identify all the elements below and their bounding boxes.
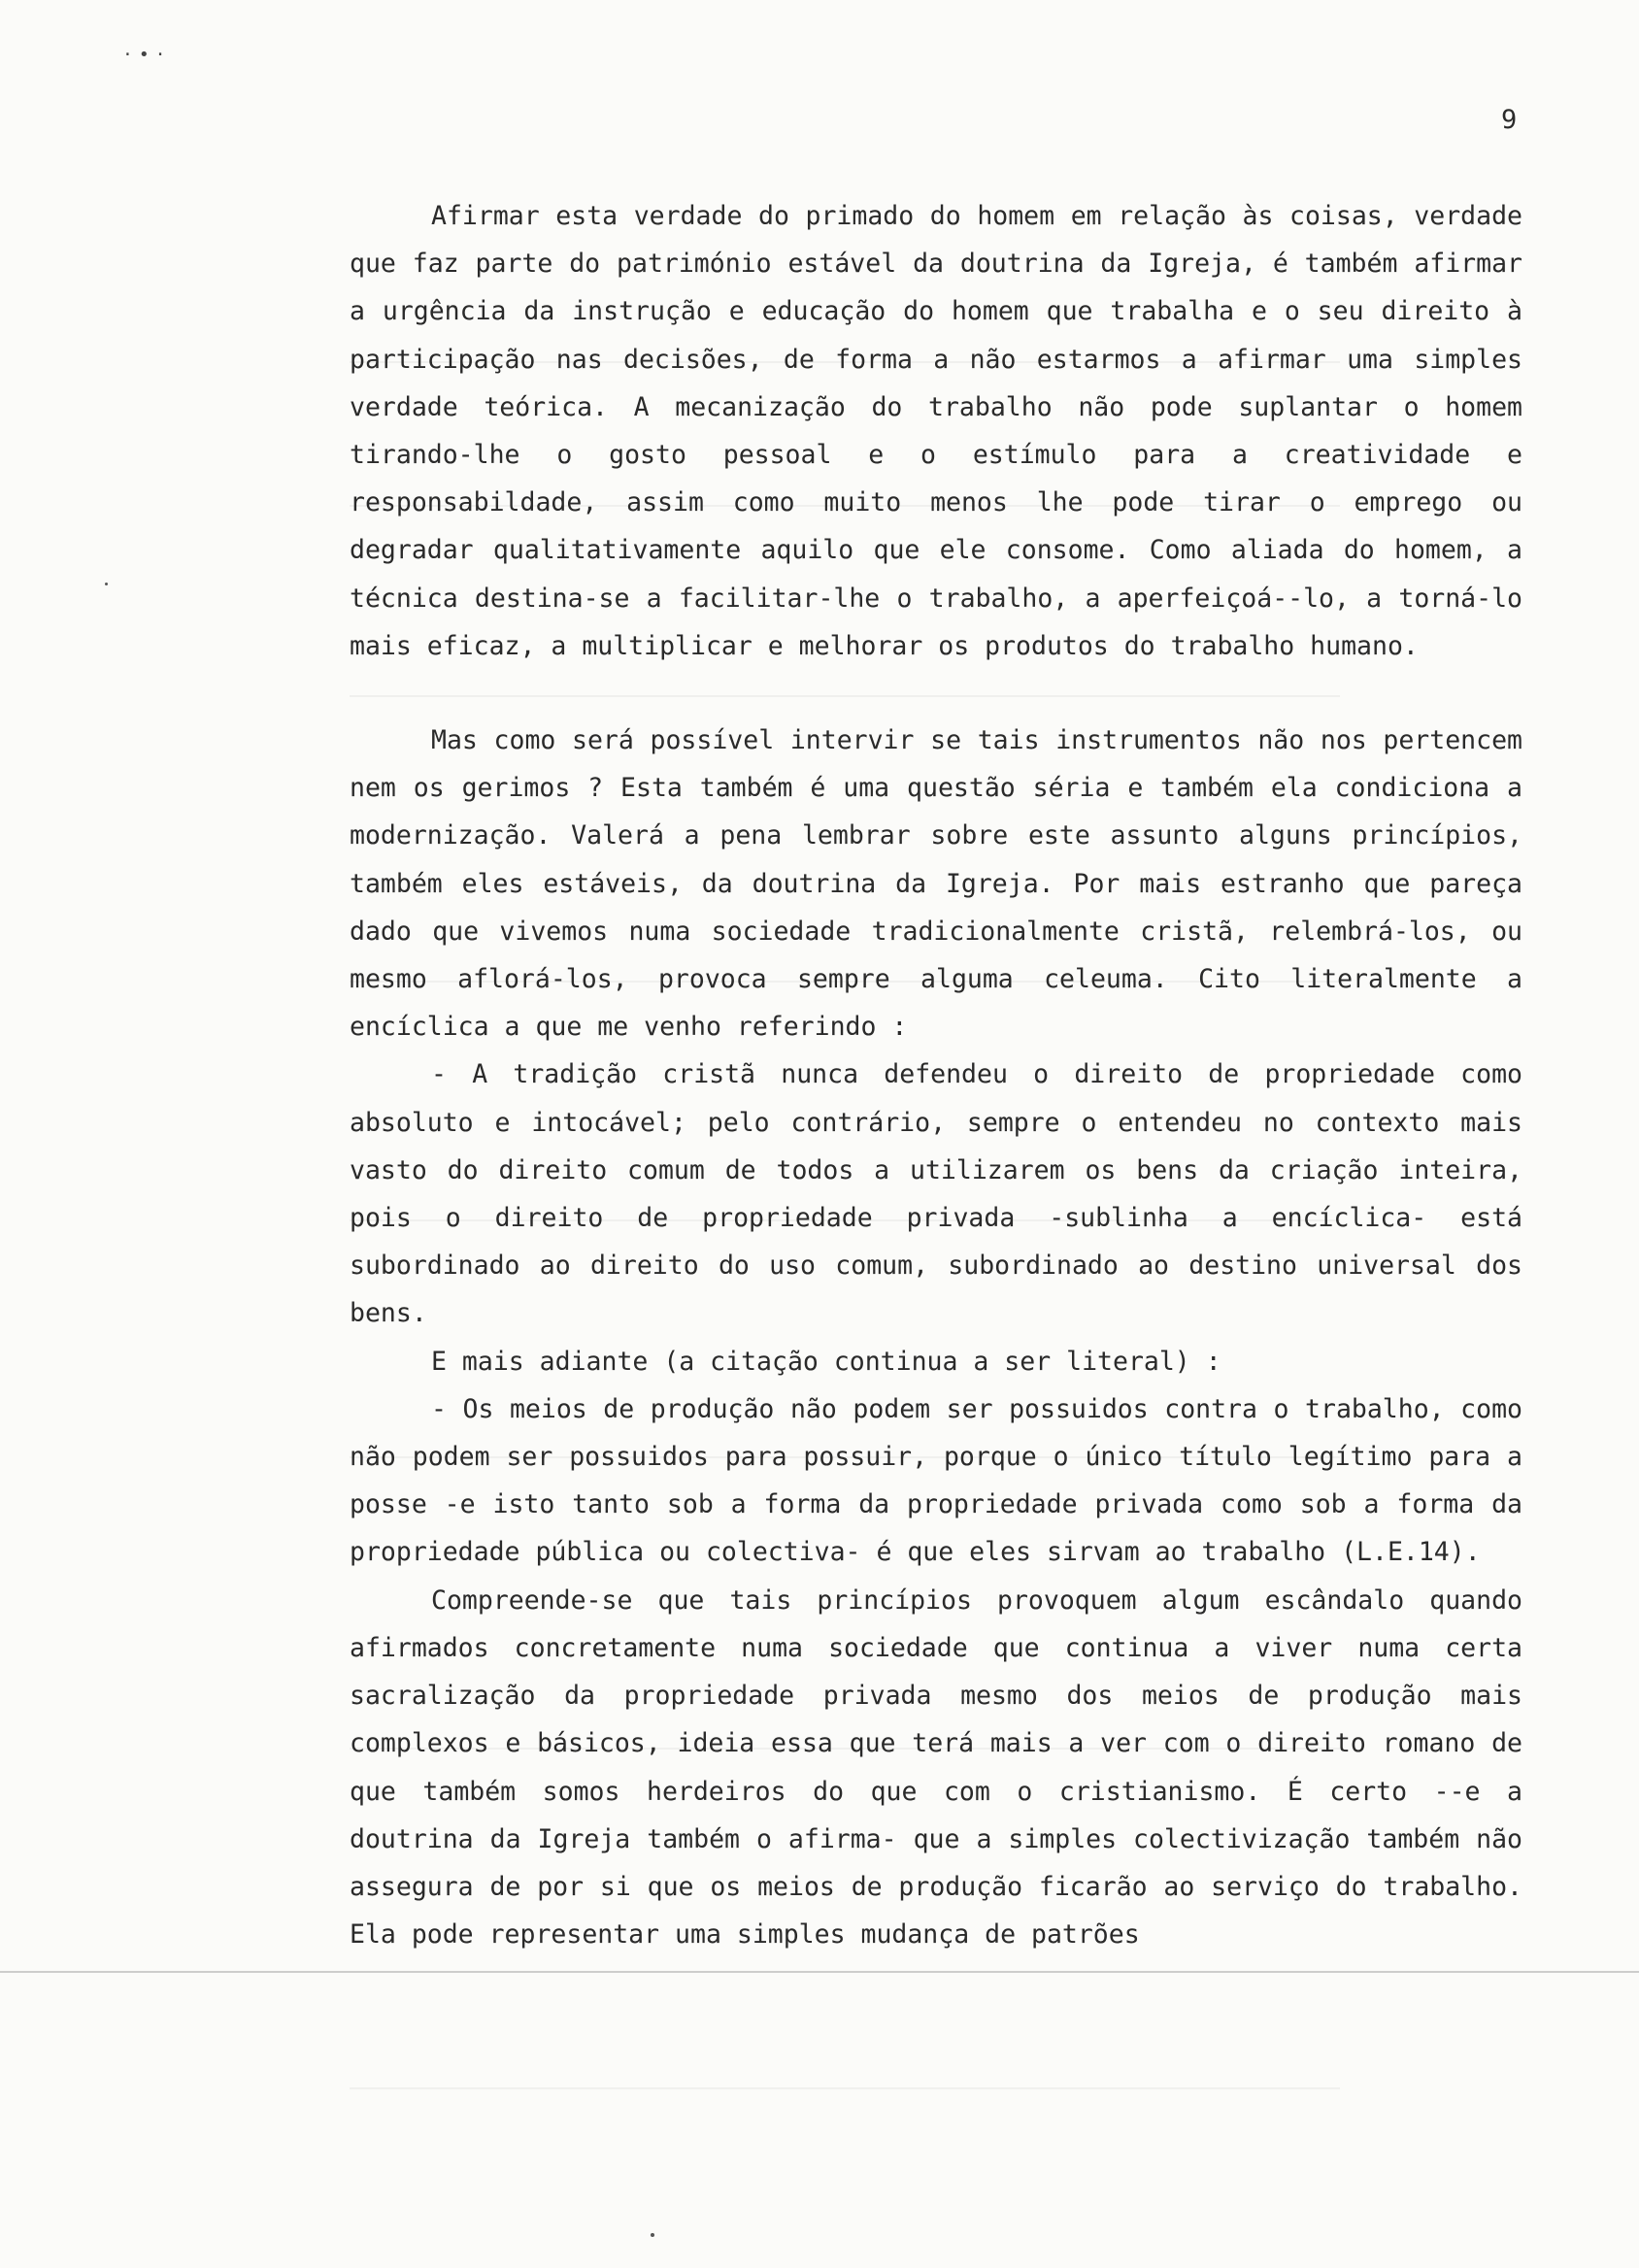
paragraph-mais-adiante: E mais adiante (a citação continua a ser literal) : (431, 1346, 1221, 1377)
paragraph-primado-do-homem: Afirmar esta verdade do primado do homem em relação às coisas, verdade que faz parte do património estável da doutrina da Igreja, é também afirmar a urgência da instrução e educação do homem que trabalha e o seu direito à participação nas decisões, de forma a não estarmos a afirmar uma simples verdade teórica. A mecanização do trabalho não pode suplantar o homem tirando-lhe o gosto pessoal e o estímulo para a creatividade e responsabildade, assim como muito menos lhe pode tirar o emprego ou degradar qualitativamente aquilo que ele consome. Como aliada do homem, a técnica destina-se a facilitar-lhe o trabalho, a aperfeiçoá--lo, a torná-lo mais eficaz, a multiplicar e melhorar os produtos do trabalho humano. (350, 201, 1522, 661)
scan-dot (651, 2233, 654, 2237)
quote-meios-de-producao: - Os meios de produção não podem ser possuidos contra o trabalho, como não podem ser possuidos para possuir, porque o único título legítimo para a posse -e isto tanto sob a forma da propriedade privada como sob a forma da propriedade pública ou colectiva- é que eles sirvam ao trabalho (L.E.14). (350, 1393, 1522, 1568)
fold-line (0, 1971, 1639, 1973)
scan-dot (105, 583, 108, 585)
page-number: 9 (1501, 105, 1518, 135)
bleed-through-line (350, 2087, 1340, 2089)
paragraph-escandalo: Compreende-se que tais princípios provoquem algum escândalo quando afirmados concretamente numa sociedade que continua a viver numa certa sacralização da propriedade privada mesmo dos meios de produção mais complexos e básicos, ideia essa que terá mais a ver com o direito romano de que também somos herdeiros do que com o cristianismo. É certo --e a doutrina da Igreja também o afirma- que a simples colectivização também não assegura de por si que os meios de produção ficarão ao serviço do trabalho. Ela pode representar uma simples mudança de patrões (350, 1584, 1522, 1951)
scan-marks: ·•· (122, 45, 172, 65)
document-body (350, 192, 1522, 1958)
paragraph-instrumentos: Mas como será possível intervir se tais instrumentos não nos pertencem nem os gerimos ? Esta também é uma questão séria e também ela condiciona a modernização. Valerá a pena lembrar sobre este assunto alguns princípios, também eles estáveis, da doutrina da Igreja. Por mais estranho que pareça dado que vivemos numa sociedade tradicionalmente cristã, relembrá-los, ou mesmo aflorá-los, provoca sempre alguma celeuma. Cito literalmente a encíclica a que me venho referindo : (350, 725, 1522, 1043)
quote-tradicao-crista: - A tradição cristã nunca defendeu o direito de propriedade como absoluto e intocável; pelo contrário, sempre o entendeu no contexto mais vasto do direito comum de todos a utilizarem os bens da criação inteira, pois o direito de propriedade privada -sublinha a encíclica- está subordinado ao direito do uso comum, subordinado ao destino universal dos bens. (350, 1059, 1522, 1329)
